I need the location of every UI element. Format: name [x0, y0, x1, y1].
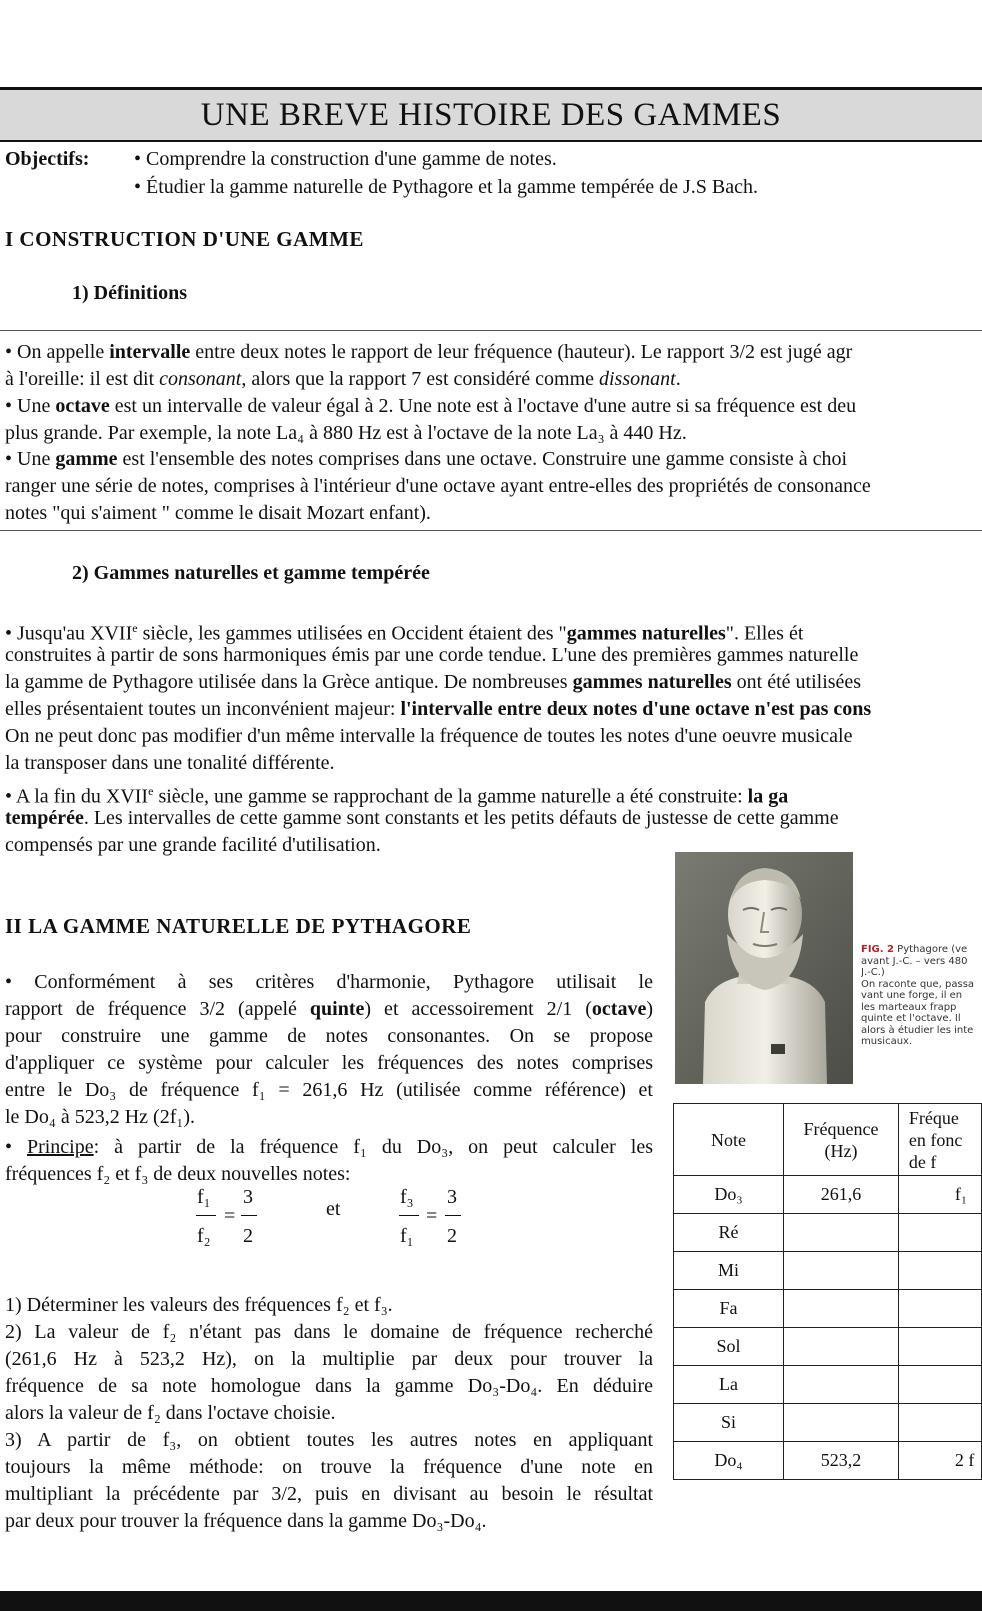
- divider: [0, 330, 982, 331]
- definition-line: • On appelle intervalle entre deux notes le rapport de leur fréquence (hauteur). Le rapport 3/2 est jugé agr: [5, 341, 853, 363]
- paragraph-line: • Conformément à ses critères d'harmonie, Pythagore utilisait le: [5, 971, 653, 993]
- question-line: 3) A partir de f₃, on obtient toutes les autres notes en appliquant: [5, 1429, 653, 1451]
- ratio-cell: [898, 1404, 981, 1442]
- table-row: [674, 1176, 982, 1214]
- objectifs-label: Objectifs:: [5, 148, 90, 170]
- fraction-bar: [445, 1215, 461, 1216]
- definition-line: à l'oreille: il est dit consonant, alors que la rapport 7 est considéré comme dissonant.: [5, 368, 681, 390]
- table-row: [674, 1442, 982, 1480]
- objectif-item: • Comprendre la construction d'une gamme de notes.: [134, 148, 557, 170]
- subsection-heading: 1) Définitions: [72, 282, 187, 304]
- note-cell: Si: [674, 1404, 784, 1442]
- bust-illustration: [675, 852, 853, 1084]
- section-heading: II LA GAMME NATURELLE DE PYTHAGORE: [5, 914, 472, 938]
- note-cell: Sol: [674, 1328, 784, 1366]
- frequency-cell: [784, 1252, 899, 1290]
- table-row: [674, 1214, 982, 1252]
- term-octave: octave: [55, 395, 110, 417]
- formula-denominator: f₂: [197, 1225, 211, 1247]
- paragraph-line: la gamme de Pythagore utilisée dans la Grèce antique. De nombreuses gammes naturelles ont été utilisées: [5, 671, 862, 693]
- table-row: [674, 1328, 982, 1366]
- paragraph-line: construites à partir de sons harmoniques émis par une corde tendue. L'une des premières gammes naturelle: [5, 644, 859, 666]
- header-frequence: Fréquence (Hz): [784, 1104, 899, 1176]
- question-line: 1) Déterminer les valeurs des fréquences f₂ et f₃.: [5, 1294, 393, 1316]
- term-intervalle: intervalle: [109, 341, 191, 363]
- frequency-table: [673, 1103, 982, 1480]
- principe-label: Principe: [26, 1136, 94, 1158]
- question-line: fréquence de sa note homologue dans la gamme Do₃-Do₄. En déduire: [5, 1375, 653, 1397]
- header-note: Note: [674, 1104, 784, 1176]
- formula-numerator: 3: [243, 1186, 253, 1208]
- definition-line: • Une gamme est l'ensemble des notes comprises dans une octave. Construire une gamme consiste à choi: [5, 448, 848, 470]
- frequency-cell: 261,6: [784, 1176, 899, 1214]
- subsection-heading: 2) Gammes naturelles et gamme tempérée: [72, 562, 430, 584]
- question-line: par deux pour trouver la fréquence dans la gamme Do₃-Do₄.: [5, 1510, 487, 1532]
- term-consonant: consonant: [159, 368, 242, 390]
- paragraph-line: • A la fin du XVIIe siècle, une gamme se rapprochant de la gamme naturelle a été construite: la ga: [5, 784, 789, 808]
- principe-line: fréquences f₂ et f₃ de deux nouvelles notes:: [5, 1163, 351, 1185]
- divider: [0, 530, 982, 531]
- paragraph-line: la transposer dans une tonalité différente.: [5, 752, 335, 774]
- definition-line: plus grande. Par exemple, la note La₄ à 880 Hz est à l'octave de la note La₃ à 440 Hz.: [5, 422, 687, 444]
- objectif-item: • Étudier la gamme naturelle de Pythagore et la gamme tempérée de J.S Bach.: [134, 176, 759, 198]
- formula-numerator: f₁: [197, 1186, 211, 1208]
- paragraph-line: tempérée. Les intervalles de cette gamme sont constants et les petits défauts de justesse de cette gamme: [5, 807, 839, 829]
- table-row: [674, 1252, 982, 1290]
- paragraph-line: rapport de fréquence 3/2 (appelé quinte) et accessoirement 2/1 (octave): [5, 998, 653, 1020]
- formula-denominator: f₁: [400, 1225, 414, 1247]
- definition-line: ranger une série de notes, comprises à l'intérieur d'une octave ayant entre-elles des propriétés de consonance: [5, 475, 871, 497]
- fraction-bar: [399, 1215, 419, 1216]
- frequency-cell: [784, 1328, 899, 1366]
- table-row: [674, 1404, 982, 1442]
- note-cell: Fa: [674, 1290, 784, 1328]
- formula-denominator: 2: [447, 1225, 457, 1247]
- ratio-cell: 2 f: [898, 1442, 981, 1480]
- formula-equals: =: [224, 1205, 236, 1227]
- figure-caption: FIG. 2 Pythagore (ve avant J.-C. – vers 480 J.-C.) On raconte que, passa vant une forge, il en les marteaux frapp quinte et l'octave. Il alors à étudier les inte musicaux.: [861, 944, 975, 1047]
- formula-equals: =: [426, 1205, 438, 1227]
- fraction-bar: [241, 1215, 257, 1216]
- paragraph-line: entre le Do₃ de fréquence f₁ = 261,6 Hz (utilisée comme référence) et: [5, 1079, 653, 1101]
- pythagoras-bust-image: [675, 852, 853, 1084]
- paragraph-line: • Jusqu'au XVIIe siècle, les gammes utilisées en Occident étaient des "gammes naturelles". Elles ét: [5, 621, 804, 645]
- ratio-cell: [898, 1366, 981, 1404]
- header-frequence-f1: Fréque en fonc de f: [898, 1104, 981, 1176]
- frequency-cell: [784, 1214, 899, 1252]
- fraction-bar: [196, 1215, 216, 1216]
- objectif-text: Comprendre la construction d'une gamme de notes.: [146, 148, 557, 170]
- formula-numerator: 3: [447, 1186, 457, 1208]
- question-line: 2) La valeur de f₂ n'étant pas dans le domaine de fréquence recherché: [5, 1321, 653, 1343]
- figure-label: FIG. 2: [861, 944, 894, 955]
- ratio-cell: [898, 1252, 981, 1290]
- term-gamme: gamme: [55, 448, 118, 470]
- ratio-cell: [898, 1290, 981, 1328]
- note-cell: Mi: [674, 1252, 784, 1290]
- paragraph-line: d'appliquer ce système pour calculer les fréquences des notes comprises: [5, 1052, 653, 1074]
- term-dissonant: dissonant: [599, 368, 676, 390]
- definition-line: • Une octave est un intervalle de valeur égal à 2. Une note est à l'octave d'une autre si sa fréquence est deu: [5, 395, 857, 417]
- question-line: (261,6 Hz à 523,2 Hz), on la multiplie par deux pour trouver la: [5, 1348, 653, 1370]
- table-row: [674, 1366, 982, 1404]
- table-header-row: [674, 1104, 982, 1176]
- ratio-cell: f₁: [898, 1176, 981, 1214]
- page-title: [0, 87, 982, 142]
- paragraph-line: elles présentaient toutes un inconvénient majeur: l'intervalle entre deux notes d'une octave n'est pas cons: [5, 698, 872, 720]
- note-cell: La: [674, 1366, 784, 1404]
- note-cell: Do₄: [674, 1442, 784, 1480]
- table-row: [674, 1290, 982, 1328]
- objectif-text: Étudier la gamme naturelle de Pythagore et la gamme tempérée de J.S Bach.: [146, 176, 759, 198]
- question-line: toujours la même méthode: on trouve la fréquence d'une note en: [5, 1456, 653, 1478]
- principe-line: • Principe: à partir de la fréquence f₁ du Do₃, on peut calculer les: [5, 1136, 653, 1158]
- frequency-cell: 523,2: [784, 1442, 899, 1480]
- bottom-edge-band: [0, 1591, 982, 1611]
- formula-numerator: f₃: [400, 1186, 414, 1208]
- note-cell: Do₃: [674, 1176, 784, 1214]
- note-cell: Ré: [674, 1214, 784, 1252]
- formula-connector: et: [326, 1198, 341, 1220]
- ratio-cell: [898, 1328, 981, 1366]
- formula-denominator: 2: [243, 1225, 253, 1247]
- paragraph-line: pour construire une gamme de notes consonantes. On se propose: [5, 1025, 653, 1047]
- paragraph-line: compensés par une grande facilité d'utilisation.: [5, 834, 381, 856]
- frequency-cell: [784, 1290, 899, 1328]
- question-line: multipliant la précédente par 3/2, puis en divisant au besoin le résultat: [5, 1483, 653, 1505]
- paragraph-line: le Do₄ à 523,2 Hz (2f₁).: [5, 1106, 195, 1128]
- frequency-cell: [784, 1366, 899, 1404]
- definition-line: notes "qui s'aiment " comme le disait Mozart enfant).: [5, 502, 431, 524]
- frequency-cell: [784, 1404, 899, 1442]
- ratio-cell: [898, 1214, 981, 1252]
- page-title-text: UNE BREVE HISTOIRE DES GAMMES: [200, 97, 782, 133]
- paragraph-line: On ne peut donc pas modifier d'un même intervalle la fréquence de toutes les notes d'une oeuvre musicale: [5, 725, 853, 747]
- section-heading: I CONSTRUCTION D'UNE GAMME: [5, 227, 364, 251]
- question-line: alors la valeur de f₂ dans l'octave choisie.: [5, 1402, 336, 1424]
